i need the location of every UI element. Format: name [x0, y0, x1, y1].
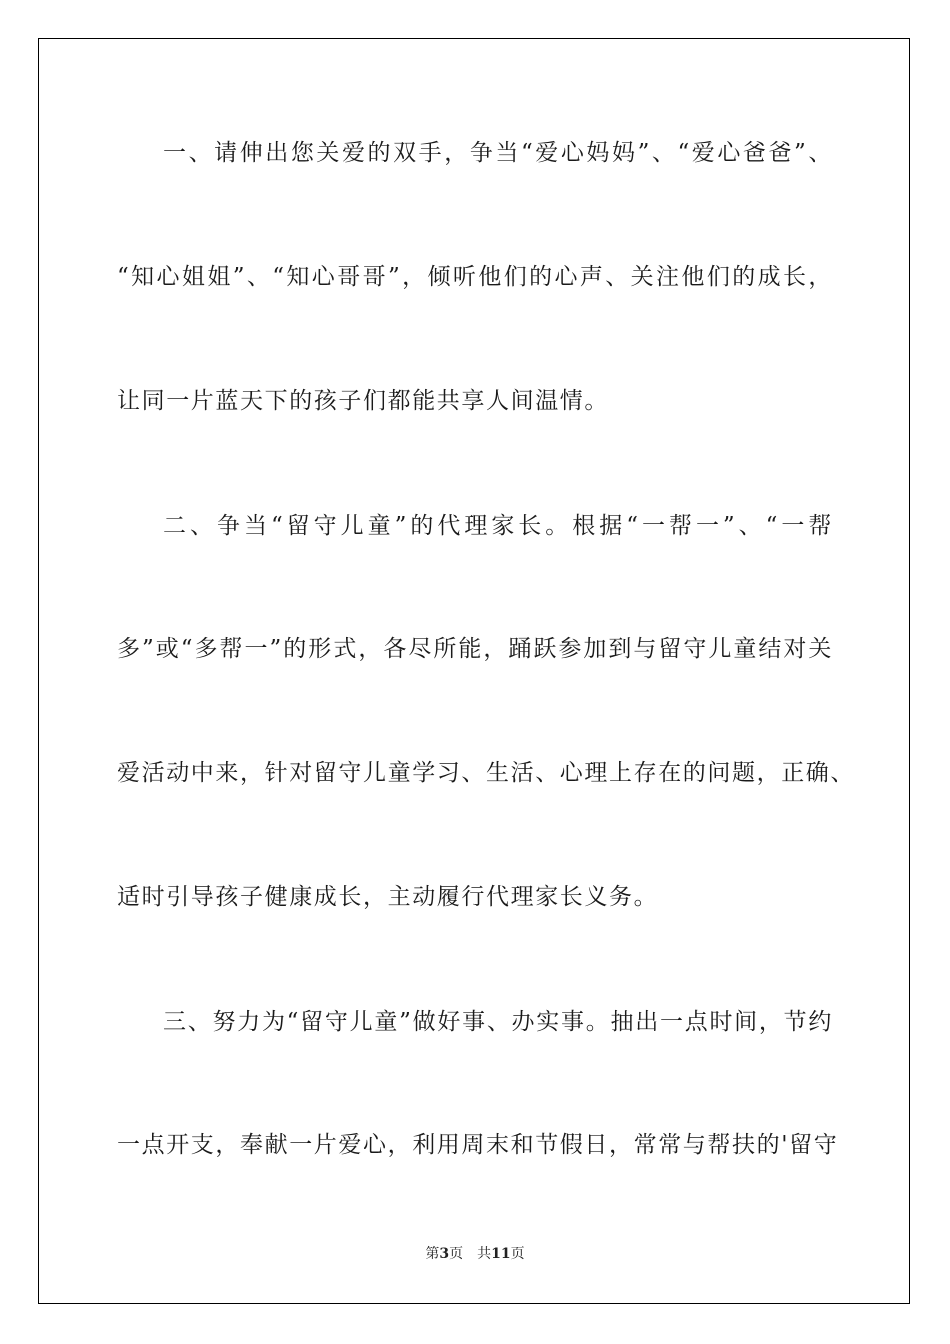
paragraph-2-line-2: 多”或“多帮一”的形式，各尽所能，踊跃参加到与留守儿童结对关	[117, 636, 833, 662]
page-footer	[0, 1245, 950, 1263]
paragraph-3-line-1: 三、努力为“留守儿童”做好事、办实事。抽出一点时间，节约	[163, 1009, 833, 1035]
paragraph-1-line-3: 让同一片蓝天下的孩子们都能共享人间温情。	[117, 388, 609, 414]
paragraph-2-line-3: 爱活动中来，针对留守儿童学习、生活、心理上存在的问题，正确、	[117, 760, 855, 786]
footer-total-pages: 11	[491, 1246, 511, 1262]
footer-page-suffix: 页	[449, 1246, 464, 1262]
paragraph-2-line-1: 二、争当“留守儿童”的代理家长。根据“一帮一”、“一帮	[163, 513, 833, 539]
paragraph-3-line-2: 一点开支，奉献一片爱心，利用周末和节假日，常常与帮扶的'留守	[117, 1132, 839, 1158]
footer-current-page: 3	[439, 1246, 450, 1262]
paragraph-2-line-4: 适时引导孩子健康成长，主动履行代理家长义务。	[117, 884, 659, 910]
footer-prefix: 第	[425, 1246, 440, 1262]
paragraph-1-line-1: 一、请伸出您关爱的双手，争当“爱心妈妈”、“爱心爸爸”、	[163, 140, 833, 166]
page-border	[38, 38, 910, 1304]
footer-total-prefix: 共	[477, 1246, 492, 1262]
footer-total-suffix: 页	[510, 1246, 525, 1262]
paragraph-1-line-2: “知心姐姐”、“知心哥哥”，倾听他们的心声、关注他们的成长，	[117, 264, 833, 290]
